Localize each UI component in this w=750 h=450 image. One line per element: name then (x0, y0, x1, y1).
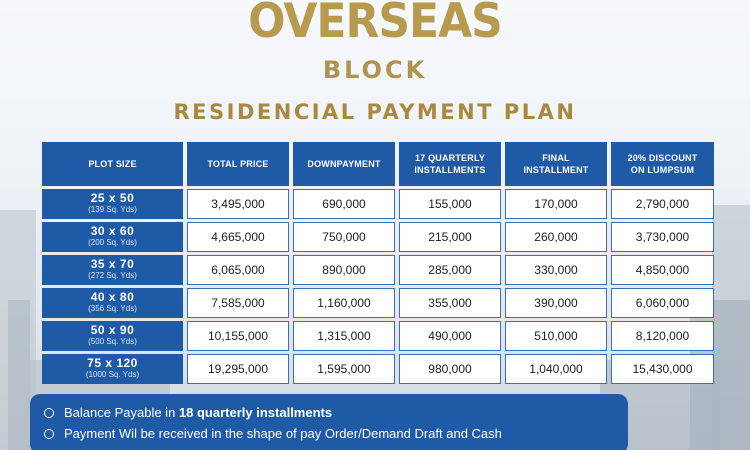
plot-size-cell: 40 x 80 (356 Sq. Yds) (42, 288, 183, 318)
table-row (42, 189, 714, 219)
note-text: Payment Wil be received in the shape of pay Order/Demand Draft and Cash (64, 426, 502, 441)
table-row (42, 255, 714, 285)
total-price-cell: 3,495,000 (187, 189, 289, 219)
downpayment-cell: 750,000 (293, 222, 395, 252)
total-price-cell: 7,585,000 (187, 288, 289, 318)
note-item (44, 423, 614, 444)
column-header-plot-size: PLOT SIZE (42, 142, 183, 186)
downpayment-cell: 1,595,000 (293, 354, 395, 384)
plot-size-cell: 25 x 50 (139 Sq. Yds) (42, 189, 183, 219)
plot-size-cell: 30 x 60 (200 Sq. Yds) (42, 222, 183, 252)
note-highlight: 18 quarterly installments (178, 405, 333, 420)
quarterly-cell: 355,000 (399, 288, 501, 318)
plan-title: RESIDENCIAL PAYMENT PLAN (173, 100, 577, 124)
final-installment-cell: 390,000 (505, 288, 607, 318)
final-installment-cell: 510,000 (505, 321, 607, 351)
quarterly-cell: 490,000 (399, 321, 501, 351)
table-row (42, 321, 714, 351)
payment-plan-table (38, 139, 718, 387)
circle-bullet-icon (44, 408, 54, 418)
quarterly-cell: 980,000 (399, 354, 501, 384)
page-title: OVERSEAS (248, 0, 502, 50)
quarterly-cell: 155,000 (399, 189, 501, 219)
discount-cell: 15,430,000 (611, 354, 714, 384)
page-subtitle: BLOCK (322, 56, 428, 84)
table-row (42, 354, 714, 384)
plot-size-cell: 35 x 70 (272 Sq. Yds) (42, 255, 183, 285)
note-item (44, 402, 614, 423)
column-header-total-price: TOTAL PRICE (187, 142, 289, 186)
quarterly-cell: 215,000 (399, 222, 501, 252)
plot-size-cell: 50 x 90 (500 Sq. Yds) (42, 321, 183, 351)
column-header-final-installment: FINAL INSTALLMENT (505, 142, 607, 186)
discount-cell: 8,120,000 (611, 321, 714, 351)
column-header-discount: 20% DISCOUNT ON LUMPSUM (611, 142, 714, 186)
downpayment-cell: 690,000 (293, 189, 395, 219)
final-installment-cell: 330,000 (505, 255, 607, 285)
total-price-cell: 6,065,000 (187, 255, 289, 285)
final-installment-cell: 260,000 (505, 222, 607, 252)
total-price-cell: 19,295,000 (187, 354, 289, 384)
plot-size-cell: 75 x 120 (1000 Sq. Yds) (42, 354, 183, 384)
payment-notes (30, 394, 628, 450)
table-row (42, 222, 714, 252)
discount-cell: 6,060,000 (611, 288, 714, 318)
quarterly-cell: 285,000 (399, 255, 501, 285)
total-price-cell: 10,155,000 (187, 321, 289, 351)
downpayment-cell: 1,315,000 (293, 321, 395, 351)
circle-bullet-icon (44, 429, 54, 439)
background-building (8, 300, 30, 450)
final-installment-cell: 1,040,000 (505, 354, 607, 384)
discount-cell: 4,850,000 (611, 255, 714, 285)
column-header-downpayment: DOWNPAYMENT (293, 142, 395, 186)
table-row (42, 288, 714, 318)
discount-cell: 3,730,000 (611, 222, 714, 252)
total-price-cell: 4,665,000 (187, 222, 289, 252)
note-text: Balance Payable in (64, 405, 179, 420)
table-header-row (42, 142, 714, 186)
final-installment-cell: 170,000 (505, 189, 607, 219)
downpayment-cell: 1,160,000 (293, 288, 395, 318)
column-header-quarterly-installments: 17 QUARTERLY INSTALLMENTS (399, 142, 501, 186)
discount-cell: 2,790,000 (611, 189, 714, 219)
downpayment-cell: 890,000 (293, 255, 395, 285)
